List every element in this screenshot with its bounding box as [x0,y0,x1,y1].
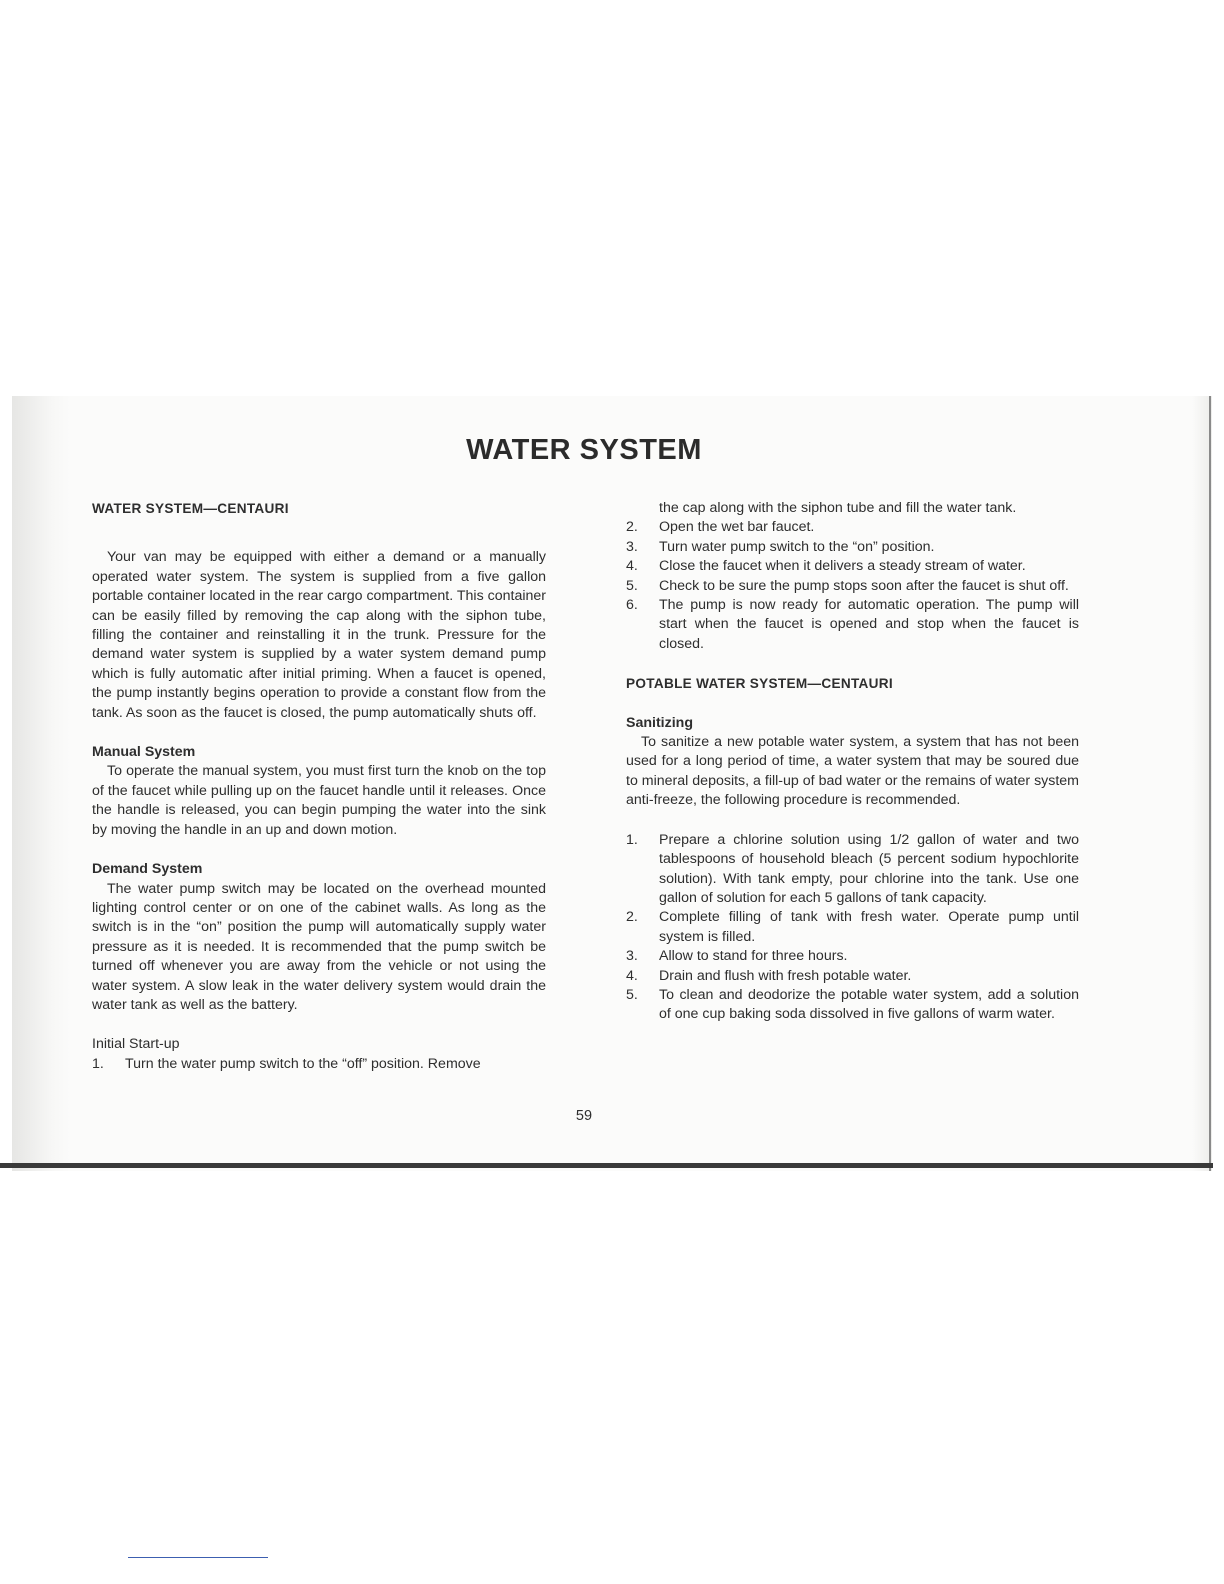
list-item [626,947,1079,966]
list-item-text: Complete filling of tank with fresh water. Operate pump until system is filled. [659,909,1079,945]
page-number: 59 [575,1108,593,1124]
startup-continuation: the cap along with the siphon tube and fill the water tank. [659,500,1017,516]
list-item [626,577,1079,596]
list-item-number: 3. [626,948,638,965]
list-item-text: Open the wet bar faucet. [659,519,815,536]
list-item [92,1055,546,1074]
left-column [92,499,546,1074]
footnote-rule [128,1557,268,1558]
list-item [626,908,1079,947]
startup-steps-continued [626,518,1079,654]
manual-system-heading: Manual System [92,744,196,761]
list-item-number: 1. [92,1055,104,1072]
list-item-text: Close the faucet when it delivers a steady stream of water. [659,558,1026,575]
startup-steps-list [92,1055,546,1074]
list-item-text: Allow to stand for three hours. [659,948,848,965]
demand-system-paragraph: The water pump switch may be located on the overhead mounted lighting control center or on one of the cabinet walls. As long as the switch is in the “on” position the pump will automatically supply water pressure as it is needed. It is recommended that the pump switch be turned off whenever you are away from the vehicle or not using the water system. A slow leak in the water delivery system would drain the water tank as well as the battery. [92,880,546,1013]
list-item-text: To clean and deodorize the potable water system, add a solution of one cup baking soda dissolved in five gallons of warm water. [659,986,1079,1023]
list-item-number: 3. [626,538,638,555]
list-item-number: 2. [626,519,638,536]
list-item [626,538,1079,557]
list-item-number: 6. [626,597,638,614]
intro-paragraph: Your van may be equipped with either a demand or a manually operated water system. The system is supplied from a five gallon portable container located in the rear cargo compartment. This container can be easily filled by removing the cap along with the siphon tube, filling the container and reinstalling it in the trunk. Pressure for the demand water system is supplied by a water system demand pump which is fully automatic after initial priming. When a faucet is opened, the pump instantly begins operation to provide a constant flow from the tank. As soon as the faucet is closed, the pump automatically shuts off. [92,549,546,721]
page-right-edge [1209,396,1211,1171]
list-item-number: 2. [626,909,638,926]
section-heading-centauri: WATER SYSTEM—CENTAURI [92,501,289,516]
right-column [626,499,1079,1025]
list-item-text: The pump is now ready for automatic operation. The pump will start when the faucet is opened and stop when the faucet is closed. [659,597,1079,652]
sanitizing-steps-list [626,831,1079,1025]
page-title: WATER SYSTEM [466,434,702,466]
list-item-number: 4. [626,967,638,984]
demand-system-heading: Demand System [92,861,203,878]
list-item-number: 5. [626,577,638,594]
initial-startup-heading: Initial Start-up [92,1036,180,1053]
list-item-number: 1. [626,831,638,848]
sanitizing-paragraph: To sanitize a new potable water system, a system that has not been used for a long period of time, a water system that may be soured due to mineral deposits, a fill-up of bad water or the remains of water system anti-freeze, the following procedure is recommended. [626,734,1079,809]
list-item [626,596,1079,654]
list-item-number: 4. [626,558,638,575]
page-binding-shadow [12,396,70,1171]
list-item [626,831,1079,909]
manual-system-paragraph: To operate the manual system, you must first turn the knob on the top of the faucet while pulling up on the faucet handle until it releases. Once the handle is released, you can begin pumping the water into the sink by moving the handle in an up and down motion. [92,763,546,838]
list-item [626,967,1079,986]
list-item [626,518,1079,537]
list-item-text: Turn water pump switch to the “on” position. [659,538,935,555]
list-item [626,557,1079,576]
page-bottom-edge [0,1163,1213,1168]
sanitizing-heading: Sanitizing [626,714,693,731]
list-item-text: Prepare a chlorine solution using 1/2 gallon of water and two tablespoons of household bleach (5 percent sodium hypochlorite solution). With tank empty, pour chlorine into the tank. Use one gallon of solution for each 5 gallons of tank capacity. [659,831,1079,906]
potable-water-heading: POTABLE WATER SYSTEM—CENTAURI [626,676,893,692]
list-item-text: Drain and flush with fresh potable water. [659,967,912,984]
list-item [626,986,1079,1025]
list-item-text: Turn the water pump switch to the “off” position. Remove [125,1055,481,1072]
list-item-number: 5. [626,986,638,1003]
list-item-text: Check to be sure the pump stops soon after the faucet is shut off. [659,577,1069,594]
